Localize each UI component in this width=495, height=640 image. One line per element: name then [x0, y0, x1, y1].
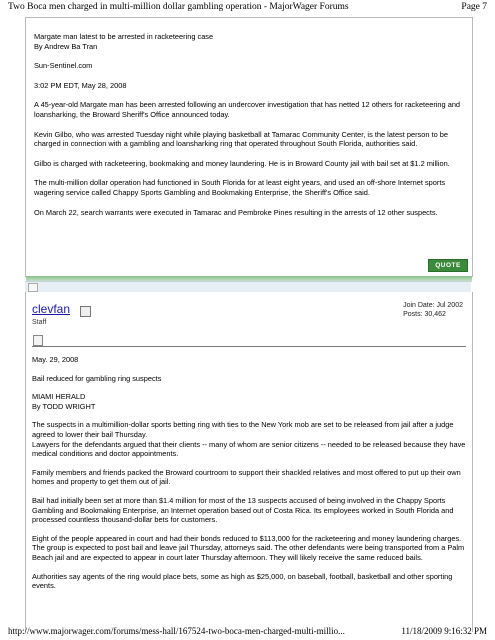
post-paragraph: On March 22, search warrants were executed in Tamarac and Pembroke Pines resulting in the arrests of 12 other suspects. [34, 207, 438, 217]
document-icon [33, 335, 43, 346]
post-paragraph: Gilbo is charged with racketeering, bookmaking and money laundering. He is in Broward County jail with bail set at $1.2 million. [34, 158, 450, 168]
join-date: Join Date: Jul 2002 [403, 302, 463, 309]
page-url: http://www.majorwager.com/forums/mess-hall/167524-two-boca-men-charged-multi-millio... [8, 626, 345, 636]
post-paragraph: May. 29, 2008 [32, 355, 79, 364]
post-paragraph: Authorities say agents of the ring would place bets, some as high as $25,000, on baseball, football, basketball and other sporting events. [32, 571, 453, 591]
user-info [403, 301, 463, 319]
forum-post-2 [25, 292, 473, 632]
post-paragraph: Eight of the people appeared in court and had their bonds reduced to $113,000 for the racketeering and money laundering charges. The group is expected to post bail and leave jail Thursday, attorneys said. The other defendants were being transported from a Palm Beach jail and are expected to appear in court later Thursday afternoon. They will likely receive the same reduced bails. [32, 533, 465, 562]
username-link[interactable]: clevfan [32, 302, 71, 316]
page-title: Two Boca men charged in multi-million dollar gambling operation - MajorWager Forums [8, 2, 349, 12]
post-icon [28, 283, 38, 292]
user-status-icon [80, 306, 91, 317]
user-role: Staff [32, 319, 47, 326]
print-header [8, 2, 487, 16]
post-paragraph: Bail had initially been set at more than $1.4 million for most of the 13 suspects accused of being involved in the Chappy Sports Gambling and Bookmaking Enterprise, an Internet operation based out of Costa Rica. Its employees worked in South Florida and processed countless thousand-dollar bets for customers. [32, 495, 454, 525]
post-paragraph: MIAMI HERALD By TODD WRIGHT [32, 392, 96, 411]
post-paragraph: Family members and friends packed the Broward courtroom to support their shackled relatives and most offered to put up their own homes and property to get them out of jail. [32, 467, 461, 487]
post-paragraph: 3:02 PM EDT, May 28, 2008 [34, 80, 127, 90]
forum-post-1 [25, 17, 473, 277]
post-paragraph: Bail reduced for gambling ring suspects [32, 373, 162, 383]
post-paragraph: Kevin Gilbo, who was arrested Tuesday night while playing basketball at Tamarac Community Center, is the latest person to be charged in connection with a gambling and loansharking ring that operated throughout South Florida, authorities said. [34, 129, 448, 149]
divider [32, 346, 466, 347]
post-body [32, 355, 466, 600]
post-body [34, 32, 464, 270]
post-count: Posts: 30,462 [403, 311, 446, 318]
post-paragraph: The suspects in a multimillion-dollar sports betting ring with ties to the New York mob are set to be released from jail after a judge agreed to lower their bail Thursday. Lawyers for the defendants argued that their clients -- many of whom are senior citizens -- needed to be released because they have medical conditions and doctor appointments. [32, 420, 466, 459]
post-paragraph: A 45-year-old Margate man has been arrested following an undercover investigation that has netted 12 others for racketeering and loansharking, the Broward Sheriff's Office announced today. [34, 100, 461, 119]
post-paragraph: Margate man latest to be arrested in racketeering case By Andrew Ba Tran [34, 32, 214, 51]
post-paragraph: The multi-million dollar operation had functioned in South Florida for at least eight years, and used an off-shore Internet sports wagering service called Chappy Sports Gambling and Bookmaking Enterprise, the Sheriff's Office said. [34, 178, 446, 197]
post-paragraph: Sun-Sentinel.com [34, 61, 93, 71]
page-number: Page 7 [461, 2, 487, 12]
print-footer [8, 624, 487, 636]
print-datetime: 11/18/2009 9:16:32 PM [401, 626, 487, 636]
quote-button[interactable]: QUOTE [428, 259, 468, 272]
